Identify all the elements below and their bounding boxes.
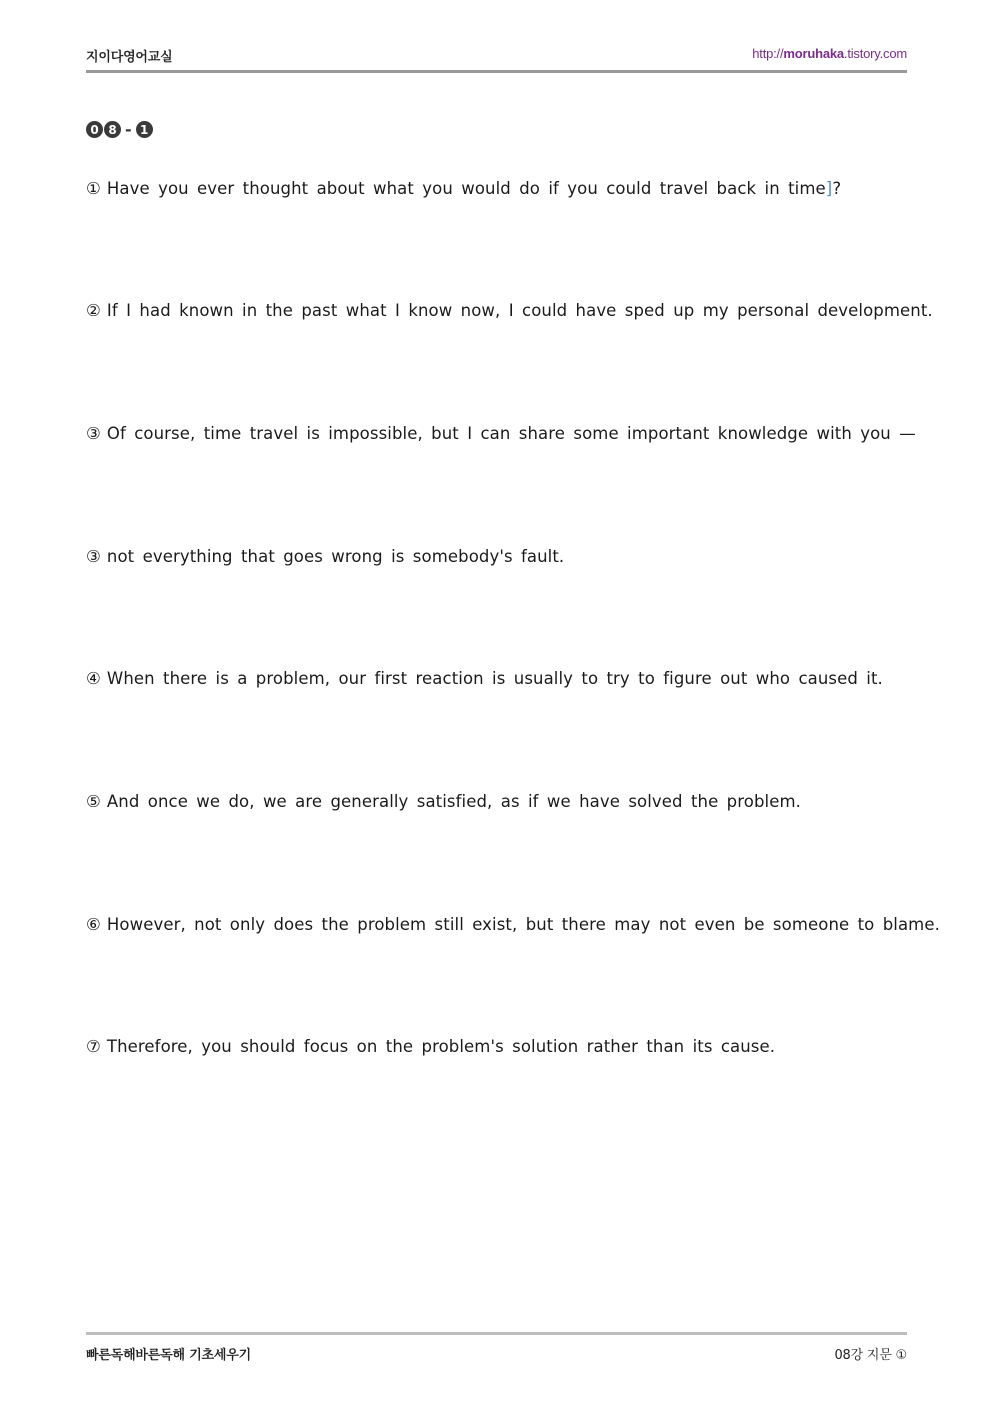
section-digit-2: 8 [104,121,121,138]
sentence-3b [86,547,907,566]
sentence-tail: ? [832,179,842,198]
sentence-6 [86,915,940,934]
site-url-link[interactable] [752,46,907,61]
sentence-text: Therefore, you should focus on the problem's solution rather than its cause. [106,1037,776,1056]
url-prefix: http:// [752,46,784,61]
sentence-number: ① [86,179,101,198]
section-separator: - [125,120,132,139]
url-bold: moruhaka [783,46,844,61]
section-digit-1: 0 [86,121,103,138]
sentence-number: ④ [86,669,101,688]
sentence-2 [86,301,933,320]
sentence-3a [86,424,916,443]
sentence-text: When there is a problem, our first reaction is usually to try to figure out who caused it. [106,669,883,688]
sentence-number: ② [86,301,101,320]
brand-name: 지이다영어교실 [86,50,173,65]
sentence-7 [86,1037,907,1056]
sentence-text: Of course, time travel is impossible, but I can share some important knowledge with you — [106,424,916,443]
sentence-5 [86,792,907,811]
bracket-mark: ] [825,179,833,198]
sentence-text: And once we do, we are generally satisfied, as if we have solved the problem. [106,792,801,811]
section-number [86,120,153,139]
page-header [86,44,907,66]
sentence-text: However, not only does the problem still exist, but there may not even be someone to blame. [106,915,940,934]
sentence-number: ⑤ [86,792,101,811]
footer-divider [86,1332,907,1335]
section-part: 1 [136,121,153,138]
sentence-number: ⑥ [86,915,101,934]
book-title: 빠른독해바른독해 기초세우기 [86,1348,251,1363]
sentence-number: ③ [86,424,101,443]
header-divider [86,70,907,73]
sentence-text: If I had known in the past what I know now, I could have sped up my personal development. [106,301,933,320]
sentence-number: ③ [86,547,101,566]
sentence-4 [86,669,907,688]
sentence-text: Have you ever thought about what you would do if you could travel back in time [106,179,826,198]
sentence-1 [86,179,907,198]
lesson-label: 08강 지문 ① [834,1348,907,1363]
url-suffix: .tistory.com [843,46,907,61]
sentence-number: ⑦ [86,1037,101,1056]
sentence-text: not everything that goes wrong is somebody's fault. [106,547,565,566]
